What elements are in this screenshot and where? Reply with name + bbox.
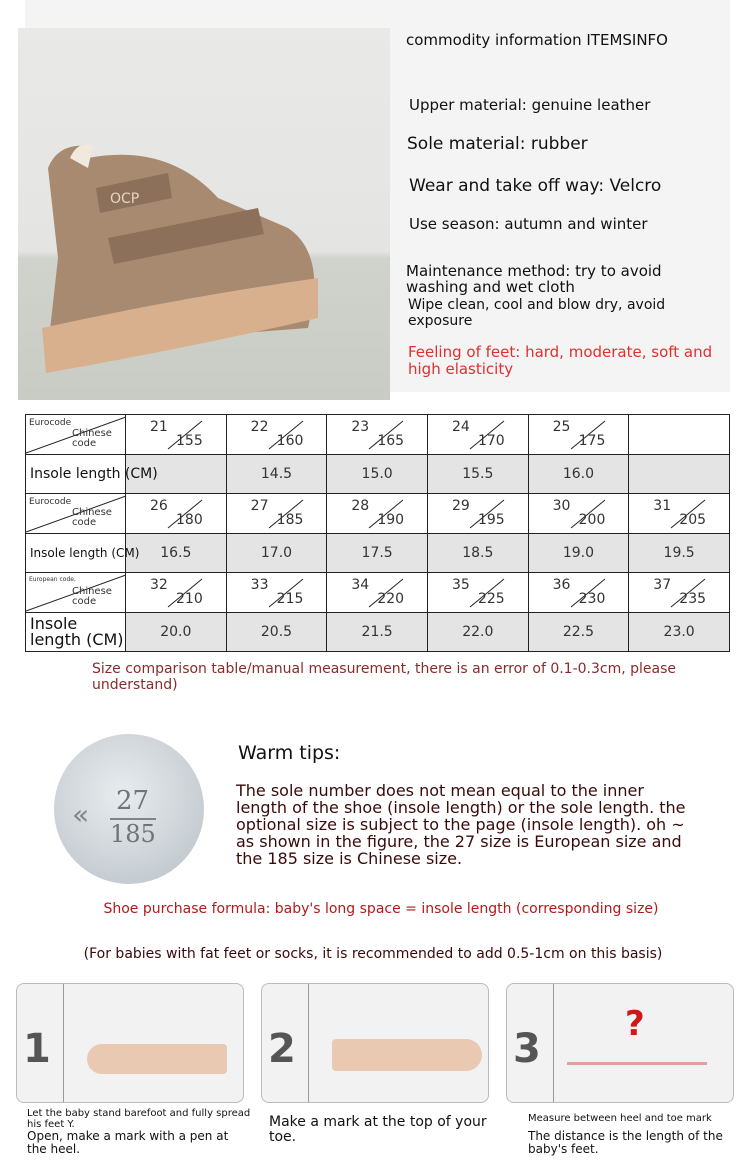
- insole-value: 20.0: [126, 612, 227, 652]
- cn-size: 190: [377, 512, 405, 528]
- cn-size: 200: [578, 512, 606, 528]
- sole-cn-size: 185: [110, 820, 156, 848]
- insole-value: 16.0: [528, 454, 629, 494]
- eu-size: 37: [653, 577, 672, 593]
- insole-row: [26, 533, 730, 573]
- step-1-image: [16, 983, 244, 1103]
- empty-cell: [629, 415, 730, 455]
- insole-value: 14.5: [226, 454, 327, 494]
- measuring-tape: [567, 1062, 707, 1065]
- eu-code-label: European code,: [29, 576, 76, 583]
- insole-value: 23.0: [629, 612, 730, 652]
- size-row: [26, 415, 730, 455]
- foot-illustration: [87, 1044, 227, 1074]
- cn-size: 160: [276, 433, 304, 449]
- cn-size: 215: [276, 591, 304, 607]
- insole-value: 17.5: [327, 533, 428, 573]
- cn-size: 175: [578, 433, 606, 449]
- insole-label-cell: [26, 612, 126, 652]
- size-note: Size comparison table/manual measurement, there is an error of 0.1-0.3cm, please understand): [92, 661, 677, 693]
- size-cell: [427, 494, 528, 534]
- step-2-caption: Make a mark at the top of your toe.: [269, 1114, 487, 1145]
- size-row: [26, 494, 730, 534]
- cn-size: 220: [377, 591, 405, 607]
- fat-feet-note: (For babies with fat feet or socks, it is recommended to add 0.5-1cm on this basis): [83, 946, 663, 962]
- boot-logo: OCP: [110, 191, 140, 207]
- insole-value: 22.0: [427, 612, 528, 652]
- size-row: [26, 573, 730, 613]
- eu-size: 27: [250, 498, 269, 514]
- eu-size: 23: [351, 419, 370, 435]
- wear-way: Wear and take off way: Velcro: [409, 176, 662, 196]
- purchase-formula: Shoe purchase formula: baby's long space = insole length (corresponding size): [103, 901, 659, 917]
- cn-size: 185: [276, 512, 304, 528]
- eu-size: 32: [150, 577, 168, 593]
- cn-code-label: Chinese code: [72, 586, 112, 607]
- step-number: 2: [268, 1026, 296, 1072]
- eu-code-label: Eurocode: [29, 497, 72, 507]
- insole-value: 15.0: [327, 454, 428, 494]
- tips-text: The sole number does not mean equal to the inner length of the shoe (insole length) or the sole length. the optional size is subject to the page (insole length). oh ~ as shown in the figure, the 27 size is European size and the 185 size is Chinese size.: [236, 781, 686, 868]
- size-table: [25, 414, 730, 652]
- cn-size: 155: [176, 433, 203, 449]
- sole-number-photo: [54, 734, 204, 884]
- eu-size: 22: [250, 419, 269, 435]
- size-cell: [528, 415, 629, 455]
- cn-size: 235: [679, 591, 707, 607]
- cn-size: 225: [477, 591, 505, 607]
- size-cell: [226, 415, 327, 455]
- size-cell: [629, 573, 730, 613]
- step-2-image: [261, 983, 489, 1103]
- step-3-caption-2: The distance is the length of the baby's feet.: [528, 1129, 723, 1156]
- insole-label-cell: [26, 533, 140, 573]
- insole-value: 20.5: [226, 612, 327, 652]
- cn-size: 205: [679, 512, 707, 528]
- insole-value: 19.0: [528, 533, 629, 573]
- header-cell: [26, 573, 126, 613]
- eu-size: 35: [451, 577, 470, 593]
- insole-value: 21.5: [327, 612, 428, 652]
- step-number: 3: [513, 1026, 541, 1072]
- eu-size: 25: [552, 419, 571, 435]
- cn-size: 180: [176, 512, 203, 528]
- eu-size: 21: [150, 419, 168, 435]
- insole-value: 18.5: [427, 533, 528, 573]
- maintenance: Maintenance method: try to avoid washing and wet cloth: [406, 262, 662, 296]
- cn-size: 165: [377, 433, 405, 449]
- insole-label-cell: [26, 454, 158, 494]
- cn-size: 170: [477, 433, 505, 449]
- tips-title: Warm tips:: [238, 742, 341, 764]
- eu-size: 36: [552, 577, 571, 593]
- step-number: 1: [23, 1026, 51, 1072]
- size-cell: [327, 415, 428, 455]
- step-3-caption: Measure between heel and toe mark: [528, 1113, 712, 1124]
- cn-size: 230: [578, 591, 606, 607]
- size-cell: [427, 415, 528, 455]
- size-cell: [629, 494, 730, 534]
- header-cell: [26, 494, 126, 534]
- product-photo: [18, 28, 390, 400]
- foot-illustration: [332, 1039, 482, 1071]
- header-cell: [26, 415, 126, 455]
- feeling-of-feet: Feeling of feet: hard, moderate, soft and high elasticity: [408, 343, 713, 378]
- size-cell: [126, 494, 227, 534]
- insole-value: 17.0: [226, 533, 327, 573]
- insole-value: 19.5: [629, 533, 730, 573]
- cn-code-label: Chinese code: [72, 507, 112, 528]
- size-cell: [327, 494, 428, 534]
- size-cell: [427, 573, 528, 613]
- size-cell: [226, 494, 327, 534]
- sole-material: Sole material: rubber: [407, 134, 588, 154]
- eu-size: 24: [451, 419, 470, 435]
- size-cell: [126, 415, 227, 455]
- insole-label: Insole length (CM): [30, 465, 158, 482]
- sole-eu-size: 27: [116, 786, 150, 816]
- insole-label: Insole length (CM): [30, 613, 124, 649]
- upper-material: Upper material: genuine leather: [409, 96, 651, 114]
- cn-size: 195: [477, 512, 505, 528]
- insole-value: 15.5: [427, 454, 528, 494]
- insole-label: Insole length (CM): [30, 545, 140, 560]
- step-1-caption-2: Open, make a mark with a pen at the heel.: [27, 1129, 229, 1156]
- boot-image: [18, 28, 390, 400]
- size-cell: [528, 573, 629, 613]
- wipe-note: Wipe clean, cool and blow dry, avoid exposure: [408, 297, 666, 329]
- eu-code-label: Eurocode: [29, 418, 72, 428]
- eu-size: 30: [552, 498, 571, 514]
- size-cell: [327, 573, 428, 613]
- info-title: commodity information ITEMSINFO: [406, 31, 668, 49]
- eu-size: 28: [351, 498, 370, 514]
- step-1-caption: Let the baby stand barefoot and fully spread his feet Y.: [27, 1108, 251, 1130]
- eu-size: 29: [451, 498, 470, 514]
- cn-size: 210: [176, 591, 203, 607]
- eu-size: 26: [150, 498, 168, 514]
- insole-value: [629, 454, 730, 494]
- insole-row: [26, 454, 730, 494]
- eu-size: 34: [351, 577, 370, 593]
- insole-value: 16.5: [126, 533, 227, 573]
- size-cell: [126, 573, 227, 613]
- size-cell: [528, 494, 629, 534]
- step-3-image: [506, 983, 734, 1103]
- insole-row: [26, 612, 730, 652]
- eu-size: 33: [250, 577, 269, 593]
- insole-value: 22.5: [528, 612, 629, 652]
- use-season: Use season: autumn and winter: [409, 215, 648, 233]
- eu-size: 31: [653, 498, 672, 514]
- arrow-icon: «: [72, 798, 90, 831]
- size-cell: [226, 573, 327, 613]
- cn-code-label: Chinese code: [72, 428, 112, 449]
- question-mark-icon: ?: [625, 1004, 645, 1044]
